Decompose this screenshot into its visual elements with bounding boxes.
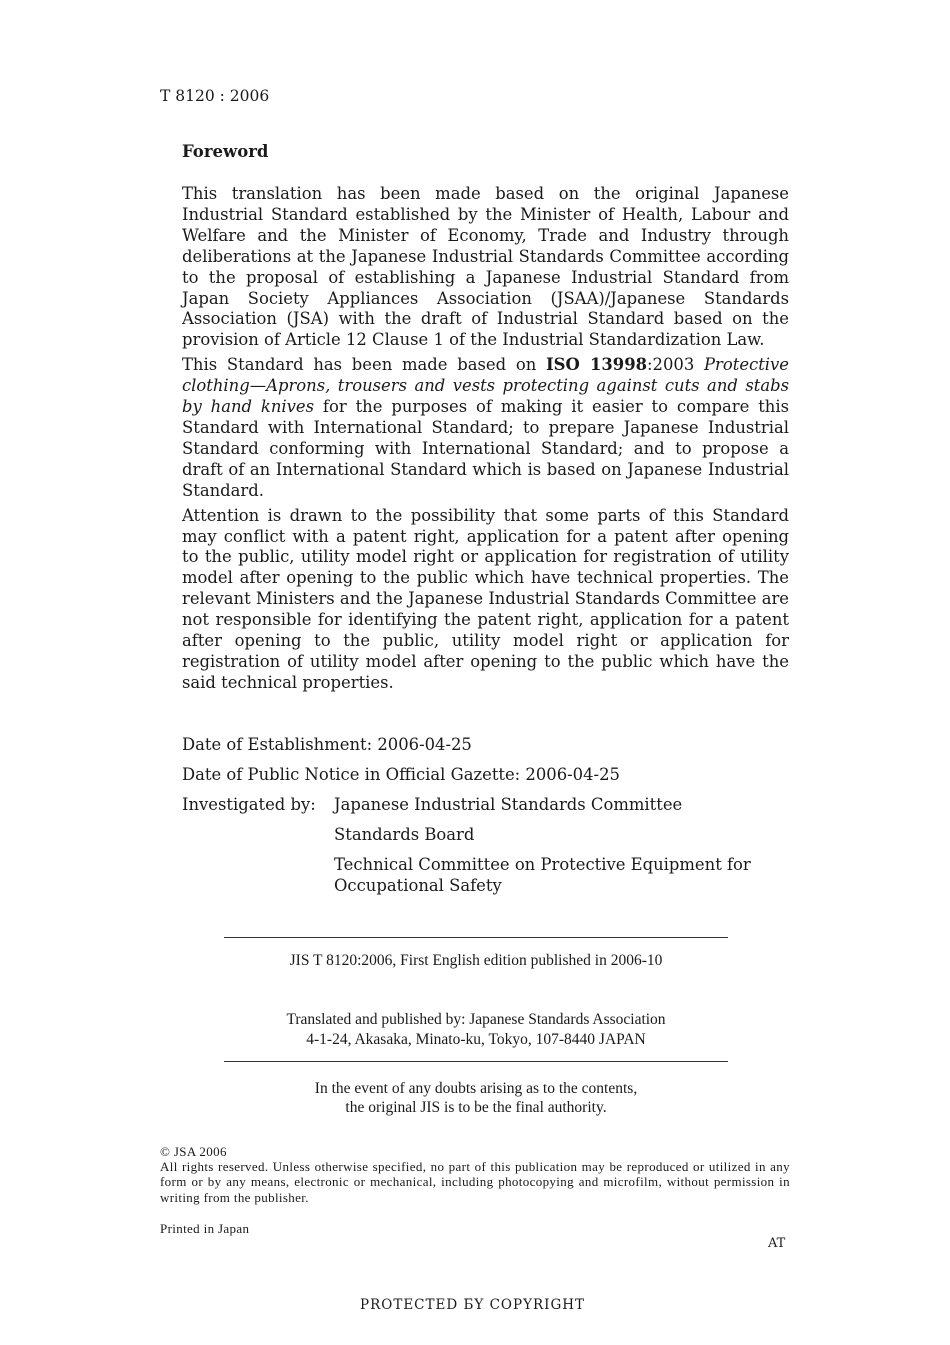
investigator-technical-committee: Technical Committee on Protective Equipment for Occupational Safety [334,854,751,895]
printed-in: Printed in Japan [160,1221,250,1236]
copyright-line: © JSA 2006 [160,1144,227,1159]
date-of-public-notice: Date of Public Notice in Official Gazette: 2006-04-25 [182,764,620,784]
iso-year: :2003 [647,355,704,375]
authority-line-2: the original JIS is to be the final authority. [345,1099,607,1116]
foreword-paragraph-1: This translation has been made based on the original Japanese Industrial Standard established by the Minister of Health, Labour and Welfare and the Minister of Economy, Trade and Industry through deliberations at the Japanese Industrial Standards Committee according to the proposal of establishing a Japanese Industrial Standard from Japan Society Appliances Association (JSAA)/Japanese Standards Association (JSA) with the draft of Industrial Standard based on the provision of Article 12 Clause 1 of the Industrial Standardization Law. [182,184,789,350]
protected-footer: PROTECTED БY COPYRIGHT [360,1297,586,1313]
investigator-board: Standards Board [334,824,475,844]
investigated-by-values [334,795,802,897]
foreword-paragraph-3: Attention is drawn to the possibility that some parts of this Standard may conflict with a patent right, application for a patent after opening to the public, utility model right or application for registration of utility model after opening to the public which have technical properties. The relevant Ministers and the Japanese Industrial Standards Committee are not responsible for identifying the patent right, application for a patent after opening to the public, utility model right or application for registration of utility model after opening to the public which have the said technical properties. [182,505,789,692]
publisher-line-1: Translated and published by: Japanese Standards Association [286,1011,666,1028]
iso-reference: ISO 13998 [545,355,648,375]
investigator-committee: Japanese Industrial Standards Committee [334,794,683,814]
divider-top [224,937,728,938]
document-id-header: T 8120 : 2006 [160,87,270,105]
foreword-body [182,184,789,698]
document-code: AT [768,1236,786,1251]
foreword-paragraph-2 [182,355,789,501]
publisher-line-2: 4-1-24, Akasaka, Minato-ku, Tokyo, 107-8440 JAPAN [306,1031,646,1048]
date-of-establishment: Date of Establishment: 2006-04-25 [182,735,472,754]
iso-title: Protective clothing—Aprons, trousers and vests protecting against cuts and stabs by hand knives [182,355,789,417]
foreword-heading: Foreword [182,142,269,161]
dates-section [182,735,802,905]
investigated-by [182,795,802,897]
rights-notice: All rights reserved. Unless otherwise specified, no part of this publication may be reproduced or utilized in any form or by any means, electronic or mechanical, including photocopying and microfilm, without permission in writing from the publisher. [160,1159,790,1205]
divider-bottom [224,1061,728,1062]
copyright-block [160,1144,790,1205]
authority-line-1: In the event of any doubts arising as to the contents, [314,1080,638,1097]
para2-prefix: This Standard has been made based on [182,355,546,375]
investigated-by-label: Investigated by: [182,794,316,814]
para2-suffix: for the purposes of making it easier to compare this Standard with International Standard; to prepare Japanese Industrial Standard conforming with International Standard; and to propose a draft of an International Standard which is based on Japanese Industrial Standard. [182,397,789,500]
edition-line: JIS T 8120:2006, First English edition published in 2006-10 [289,952,663,969]
